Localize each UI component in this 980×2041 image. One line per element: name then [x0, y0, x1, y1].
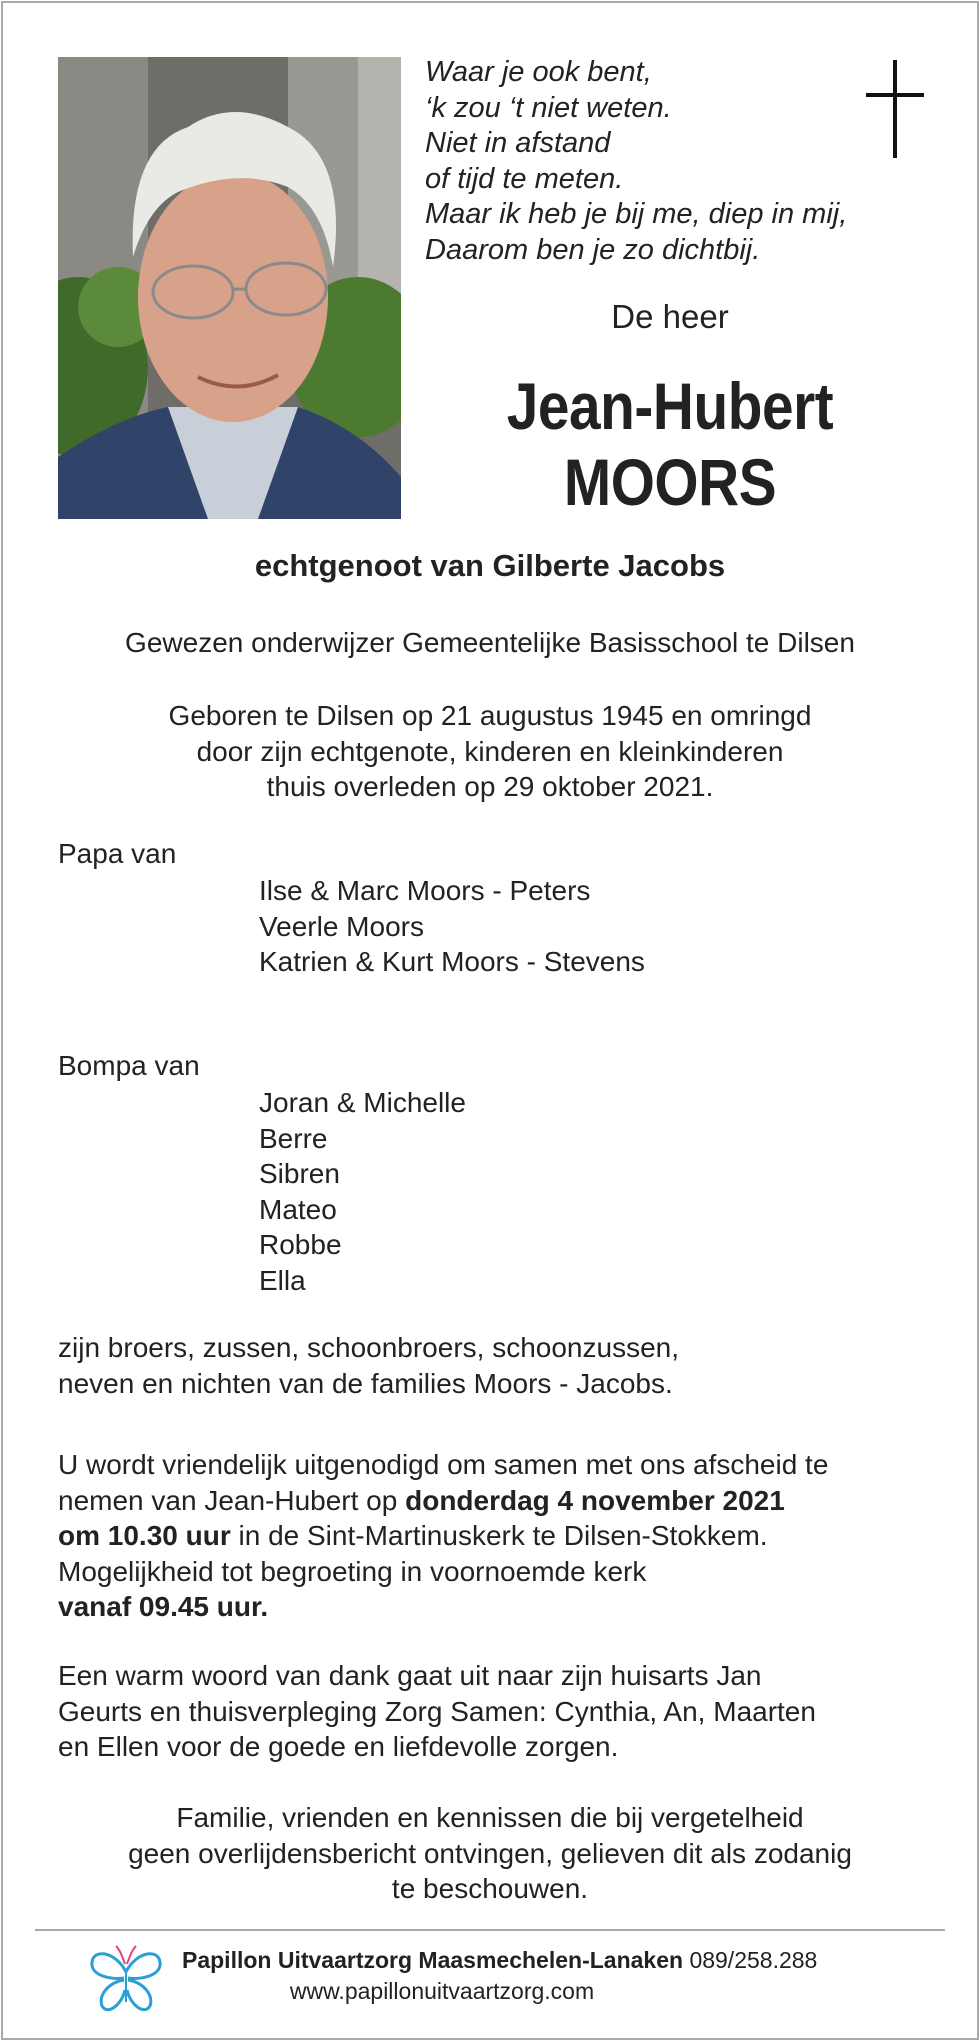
notice-line: geen overlijdensbericht ontvingen, gelieven dit als zodanig — [128, 1837, 852, 1869]
portrait-photo — [58, 57, 401, 519]
funeral-home-phone: 089/258.288 — [689, 1947, 818, 1973]
last-name: MOORS — [563, 445, 777, 519]
list-item: Ella — [259, 1264, 306, 1296]
list-item: Mateo — [259, 1193, 337, 1225]
deceased-name — [464, 368, 877, 520]
birth-death-line: door zijn echtgenote, kinderen en kleinkinderen — [196, 735, 784, 767]
grandchildren-label: Bompa van — [58, 1050, 200, 1081]
invitation-text-span: nemen van Jean-Hubert op — [58, 1484, 406, 1516]
list-item: Robbe — [259, 1229, 342, 1260]
birth-death-line: thuis overleden op 29 oktober 2021. — [266, 771, 714, 802]
notice-text — [0, 1800, 980, 1907]
poem-line: Daarom ben je zo dichtbij. — [425, 233, 761, 266]
poem-line: Niet in afstand — [425, 127, 611, 159]
funeral-home-website[interactable]: www.papillonuitvaartzorg.com — [289, 1978, 595, 2004]
notice-line: te beschouwen. — [391, 1873, 589, 1904]
list-item: Sibren — [259, 1158, 340, 1189]
poem-line: Waar je ook bent, — [425, 56, 652, 88]
poem-line: Maar ik heb je bij me, diep in mij, — [425, 198, 848, 230]
poem-line: ‘k zou ‘t niet weten. — [425, 91, 672, 124]
list-item: Ilse & Marc Moors - Peters — [259, 875, 591, 906]
viewing-time: vanaf 09.45 uur. — [58, 1591, 269, 1622]
cross-icon — [866, 60, 924, 160]
thanks-line: en Ellen voor de goede en liefdevolle zorgen. — [58, 1731, 619, 1762]
birth-death-line: Geboren te Dilsen op 21 augustus 1945 en omringd — [168, 700, 812, 731]
invitation-text-span: in de Sint-Martinuskerk te Dilsen-Stokkem. — [230, 1520, 768, 1551]
invitation-text — [58, 1447, 938, 1625]
birth-death-text — [0, 698, 980, 805]
thanks-line: Geurts en thuisverpleging Zorg Samen: Cynthia, An, Maarten — [58, 1695, 816, 1727]
memorial-poem — [425, 55, 865, 268]
funeral-home-name: Papillon Uitvaartzorg Maasmechelen-Lanaken — [182, 1947, 684, 1973]
butterfly-icon — [86, 1942, 166, 2016]
service-date: donderdag 4 november 2021 — [405, 1484, 785, 1516]
list-item: Berre — [259, 1122, 328, 1154]
thanks-line: Een warm woord van dank gaat uit naar zijn huisarts Jan — [58, 1660, 762, 1691]
honorific-title: De heer — [611, 298, 729, 335]
children-label: Papa van — [58, 838, 177, 869]
invitation-line: U wordt vriendelijk uitgenodigd om samen met ons afscheid te — [58, 1449, 829, 1480]
thanks-text — [58, 1658, 938, 1765]
invitation-line — [58, 1589, 938, 1625]
poem-line: of tijd te meten. — [425, 162, 624, 195]
invitation-line — [58, 1518, 938, 1554]
family-text — [58, 1330, 938, 1401]
list-item: Katrien & Kurt Moors - Stevens — [259, 946, 645, 977]
first-name: Jean-Hubert — [506, 369, 834, 443]
invitation-line — [58, 1483, 938, 1519]
invitation-line: Mogelijkheid tot begroeting in voornoemde kerk — [58, 1555, 647, 1587]
service-time: om 10.30 uur — [58, 1520, 231, 1551]
notice-line: Familie, vrienden en kennissen die bij vergetelheid — [176, 1802, 804, 1833]
grandchildren-list — [259, 1085, 466, 1298]
children-list — [259, 873, 645, 980]
footer-divider — [35, 1929, 945, 1931]
spouse-line: echtgenoot van Gilberte Jacobs — [254, 548, 726, 583]
occupation-line: Gewezen onderwijzer Gemeentelijke Basisschool te Dilsen — [125, 627, 855, 658]
list-item: Veerle Moors — [259, 910, 424, 942]
funeral-home-line — [182, 1947, 817, 1974]
list-item: Joran & Michelle — [259, 1087, 466, 1118]
family-line: neven en nichten van de families Moors - Jacobs. — [58, 1367, 673, 1399]
family-line: zijn broers, zussen, schoonbroers, schoonzussen, — [58, 1332, 679, 1363]
